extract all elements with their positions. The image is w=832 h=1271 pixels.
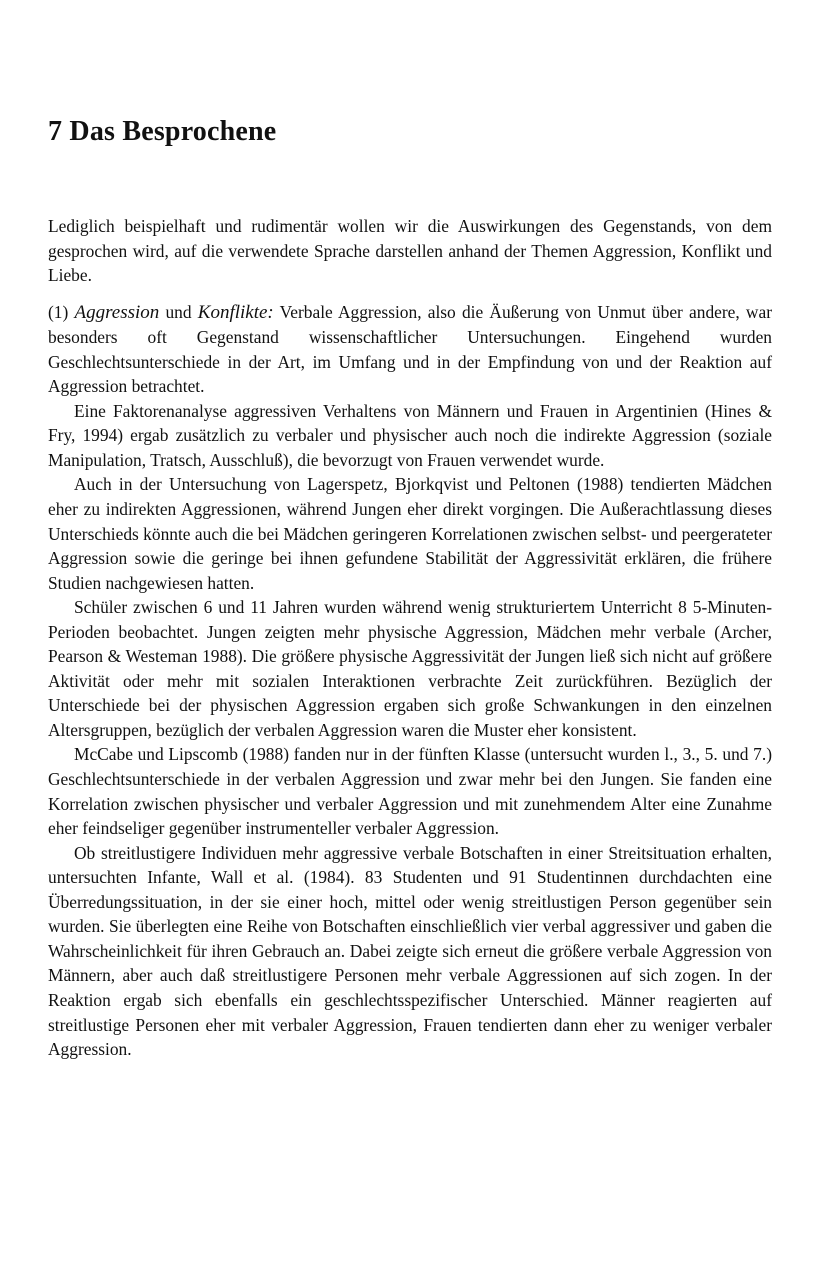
section-term-konflikte: Konflikte: [197, 301, 274, 323]
section-connector: und [159, 301, 198, 322]
section-1-paragraph [48, 300, 772, 399]
paragraph-schueler: Schüler zwischen 6 und 11 Jahren wurden während wenig strukturiertem Unterricht 8 5-Minuten-Perioden beobachtet. Jungen zeigten mehr physische Aggression, Mädchen mehr verbale (Archer, Pearson & Westeman 1988). Die größere physische Aggressivität der Jungen ließ sich nicht auf größere Aktivität oder mehr mit sozialen Interaktionen verbrachte Zeit zurückführen. Bezüglich der Unterschiede bei der physischen Aggression ergaben sich große Schwankungen in den einzelnen Altersgruppen, bezüglich der verbalen Aggression waren die Muster eher konsistent. [48, 597, 772, 740]
section-number: (1) [48, 301, 75, 322]
chapter-title: 7 Das Besprochene [48, 116, 277, 147]
section-lead-text: Verbale Aggression, also die Äußerung von Unmut über andere, war besonders oft Gegenstand wissenschaftlicher Untersuchungen. Eingehend wurden Geschlechtsunterschiede in der Art, im Umfang und in der Empfindung von und der Reaktion auf Aggression betrachtet. [48, 301, 772, 397]
paragraph-mccabe: McCabe und Lipscomb (1988) fanden nur in der fünften Klasse (untersucht wurden l., 3., 5. und 7.) Geschlechtsunterschiede in der verbalen Aggression und zwar mehr bei den Jungen. Sie fanden eine Korrelation zwischen physischer und verbaler Aggression und mit zunehmendem Alter eine Zunahme eher feindseliger gegenüber instrumenteller verbaler Aggression. [48, 744, 772, 839]
paragraph-lagerspetz: Auch in der Untersuchung von Lagerspetz, Bjorkqvist und Peltonen (1988) tendierten Mädchen eher zu indirekten Aggressionen, während Jungen eher direkt vorgingen. Die Außerachtlassung dieses Unterschieds könnte auch die bei Mädchen geringeren Korrelationen zwischen selbst- und peergerateter Aggression sowie die geringe bei ihnen gefundene Stabilität der Aggressivität erklären, die frühere Studien nachgewiesen hatten. [48, 474, 772, 593]
paragraph-streitlustig: Ob streitlustigere Individuen mehr aggressive verbale Botschaften in einer Streitsituation erhalten, untersuchten Infante, Wall et al. (1984). 83 Studenten und 91 Studentinnen durchdachten eine Überredungssituation, in der sie einer hoch, mittel oder wenig streitlustigen Person gegenüber sein wurden. Sie überlegten eine Reihe von Botschaften einschließlich vier verbal aggressiver und gaben die Wahrscheinlichkeit für ihren Gebrauch an. Dabei zeigte sich erneut die größere verbale Aggression von Männern, aber auch daß streitlustigere Personen mehr verbale Aggressionen auf sich zogen. In der Reaktion ergab sich ebenfalls ein geschlechtsspezifischer Unterschied. Männer reagierten auf streitlustige Personen eher mit verbaler Aggression, Frauen tendierten dann eher zu weniger verbaler Aggression. [48, 842, 772, 1060]
intro-paragraph: Lediglich beispielhaft und rudimentär wollen wir die Auswirkungen des Gegenstands, von dem gesprochen wird, auf die verwendete Sprache darstellen anhand der Themen Aggression, Konflikt und Liebe. [48, 216, 772, 286]
body-text [48, 214, 772, 1062]
section-term-aggression: Aggression [74, 301, 160, 323]
paragraph-faktorenanalyse: Eine Faktorenanalyse aggressiven Verhaltens von Männern und Frauen in Argentinien (Hines & Fry, 1994) ergab zusätzlich zu verbaler und physischer auch noch die indirekte Aggression (soziale Manipulation, Tratsch, Ausschluß), die bevorzugt von Frauen verwendet wurde. [48, 400, 772, 470]
